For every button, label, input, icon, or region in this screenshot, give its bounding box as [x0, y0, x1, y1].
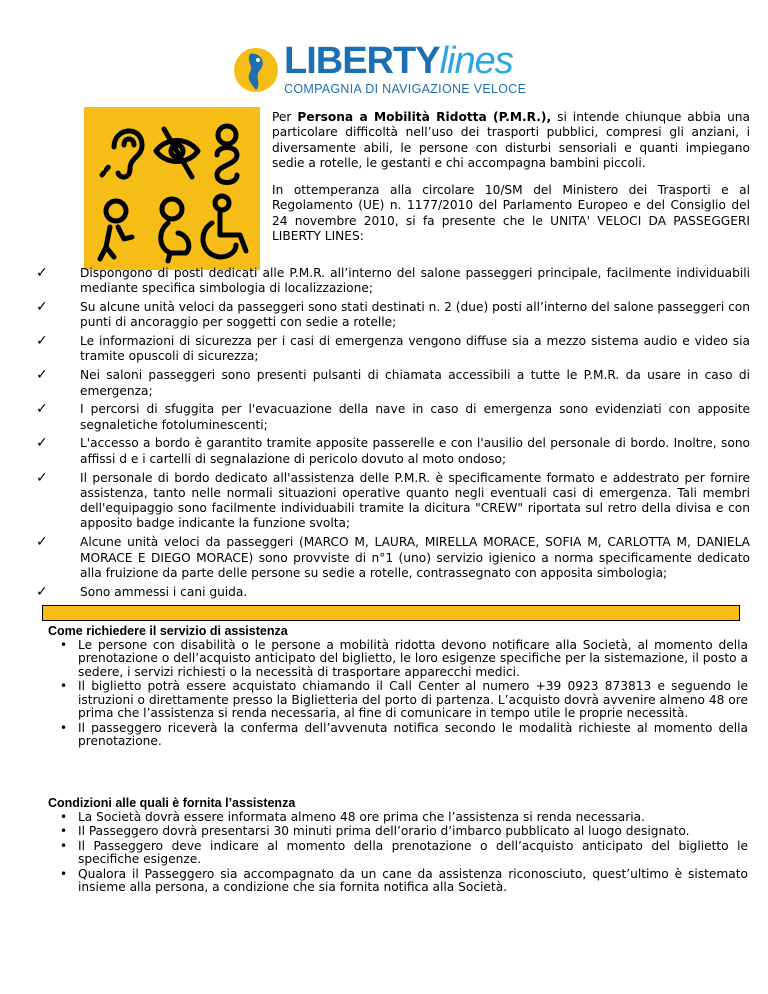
bullet-icon: •	[60, 720, 68, 735]
checkmark-icon: ✓	[36, 469, 48, 486]
list-item	[48, 840, 748, 867]
checkmark-icon: ✓	[36, 534, 48, 551]
request-assistance-section	[48, 625, 748, 750]
intro-text	[272, 110, 750, 256]
list-item-text: Qualora il Passeggero sia accompagnato da un cane da assistenza riconosciuto, quest’ultimo è sistemato insieme alla persona, a condizione che sia fornita notifica alla Società.	[78, 866, 748, 894]
ear-impaired-icon	[102, 131, 142, 177]
bullet-icon: •	[60, 679, 68, 693]
list-item-text: La Società dovrà essere informata almeno 48 ore prima che l’assistenza si renda necessaria.	[78, 809, 645, 824]
checkmark-icon: ✓	[36, 583, 48, 600]
check-item-text: I percorsi di sfuggita per l'evacuazione della nave in caso di emergenza sono evidenziati con apposite segnaletiche fotoluminescenti;	[80, 402, 750, 432]
seahorse-logo-icon	[232, 42, 280, 98]
check-item	[36, 300, 750, 331]
list-item	[48, 811, 748, 825]
check-item-text: Nei saloni passeggeri sono presenti pulsanti di chiamata accessibili a tutte le P.M.R. da usare in caso di emergenza;	[80, 368, 750, 398]
list-item-text: Il passeggero riceverà la conferma dell’avvenuta notifica secondo le modalità richieste al momento della prenotazione.	[78, 720, 748, 748]
intro-p1-rest: si intende chiunque abbia una particolare difficoltà nell’uso dei trasporti pubblici, compresi gli anziani, i diversamente abili, le persone con disturbi sensoriali e quanti impiegano sedie a rotelle, le gestanti e chi accompagna bambini piccoli.	[272, 110, 750, 170]
check-item	[36, 368, 750, 399]
checkmark-icon: ✓	[36, 265, 48, 281]
list-item	[48, 868, 748, 895]
list-item-text: Il Passeggero dovrà presentarsi 30 minuti prima dell’orario d’imbarco pubblicato al luogo designato.	[78, 824, 690, 838]
checkmark-icon: ✓	[36, 435, 48, 452]
checkmark-icon: ✓	[36, 333, 48, 350]
list-item	[48, 722, 748, 749]
features-checklist	[36, 266, 750, 603]
intro-p1-prefix: Per	[272, 110, 298, 124]
list-item	[48, 680, 748, 721]
check-item-text: Il personale di bordo dedicato all'assistenza delle P.M.R. è specificamente formato e addestrato per fornire assistenza, tanto nelle normali situazioni operative quanto negli eventuali casi di emergenza. Tali membri dell'equipaggio sono facilmente individuabili tramite la dicitura "CREW" riportata sul retro della divisa e con apposito badge indicante la funzione svolta;	[80, 470, 750, 531]
checkmark-icon: ✓	[36, 401, 48, 418]
check-item	[36, 334, 750, 365]
check-item-text: L'accesso a bordo è garantito tramite apposite passerelle e con l'ausilio del personale di bordo. Inoltre, sono affissi d e i cartelli di segnalazione di pericolo dovuto al moto ondoso;	[80, 436, 750, 466]
pregnant-woman-icon	[161, 199, 189, 261]
bullet-list	[48, 639, 748, 749]
brand-part-2: lines	[439, 40, 513, 82]
check-item	[36, 585, 750, 600]
check-item	[36, 402, 750, 433]
bullet-icon: •	[60, 838, 68, 853]
brand-tagline: COMPAGNIA DI NAVIGAZIONE VELOCE	[284, 82, 527, 96]
bullet-list	[48, 811, 748, 895]
check-item	[36, 535, 750, 581]
bullet-icon: •	[60, 824, 68, 838]
wheelchair-icon	[203, 196, 246, 257]
elderly-person-icon	[100, 201, 132, 259]
list-item-text: Le persone con disabilità o le persone a mobilità ridotta devono notificare alla Società, al momento della prenotazione o dell’acquisto anticipato del biglietto, le loro esigenze specifiche per la sistemazione, il posto a sedere, i servizi richiesti o la necessità di trasportare apparecchi medici.	[78, 637, 748, 679]
list-item	[48, 825, 748, 839]
intro-p1-bold: Persona a Mobilità Ridotta (P.M.R.),	[297, 110, 552, 124]
check-item	[36, 266, 750, 297]
check-item-text: Sono ammessi i cani guida.	[80, 584, 248, 599]
bullet-icon: •	[60, 809, 68, 824]
pmr-symbols-panel	[84, 107, 260, 270]
checkmark-icon: ✓	[36, 367, 48, 384]
check-item-text: Le informazioni di sicurezza per i casi di emergenza vengono diffuse sia a mezzo sistema audio e video sia tramite opuscoli di sicurezza;	[80, 334, 750, 364]
child-stroller-icon	[217, 126, 237, 183]
check-item-text: Alcune unità veloci da passeggeri (MARCO M, LAURA, MIRELLA MORACE, SOFIA M, CARLOTTA M, DANIELA MORACE E DIEGO MORACE) sono provviste di n°1 (uno) servizio igienico a norma specificamente dedicato alla fruizione da parte delle persone su sedie a rotelle, contrassegnato con apposita simbologia;	[80, 535, 750, 580]
intro-paragraph-1	[272, 110, 750, 171]
section-title: Come richiedere il servizio di assistenza	[48, 624, 288, 638]
list-item-text: Il biglietto potrà essere acquistato chiamando il Call Center al numero +39 0923 873813 e seguendo le istruzioni o direttamente presso la Biglietteria del porto di partenza. L’acquisto dovrà avvenire almeno 48 ore prima che l’assistenza si renda necessaria, al fine di comunicare in tempo utile le proprie necessità.	[78, 679, 748, 720]
intro-paragraph-2: In ottemperanza alla circolare 10/SM del Ministero dei Trasporti e al Regolamento (UE) n. 1177/2010 del Parlamento Europeo e del Consiglio del 24 novembre 2010, si fa presente che le UNITA' VELOCI DA PASSEGGERI LIBERTY LINES:	[272, 183, 750, 244]
list-item-text: Il Passeggero deve indicare al momento della prenotazione o dell’acquisto anticipato del biglietto le specifiche esigenze.	[78, 838, 748, 866]
section-divider-bar	[42, 605, 740, 621]
liberty-lines-logo	[232, 40, 532, 100]
list-item	[48, 639, 748, 680]
assistance-conditions-section	[48, 797, 748, 896]
brand-name	[284, 40, 513, 83]
section-title: Condizioni alle quali è fornita l’assistenza	[48, 796, 296, 810]
bullet-icon: •	[60, 866, 68, 881]
check-item-text: Su alcune unità veloci da passeggeri sono stati destinati n. 2 (due) posti all’interno del salone passeggeri con punti di ancoraggio per soggetti con sedie a rotelle;	[80, 300, 750, 330]
check-item-text: Dispongono di posti dedicati alle P.M.R. all’interno del salone passeggeri principale, facilmente individuabili mediante specifica simbologia di localizzazione;	[80, 266, 750, 296]
brand-part-1: LIBERTY	[284, 40, 440, 82]
checkmark-icon: ✓	[36, 299, 48, 316]
bullet-icon: •	[60, 637, 68, 652]
check-item	[36, 471, 750, 532]
eye-impaired-icon	[156, 129, 198, 177]
check-item	[36, 436, 750, 467]
